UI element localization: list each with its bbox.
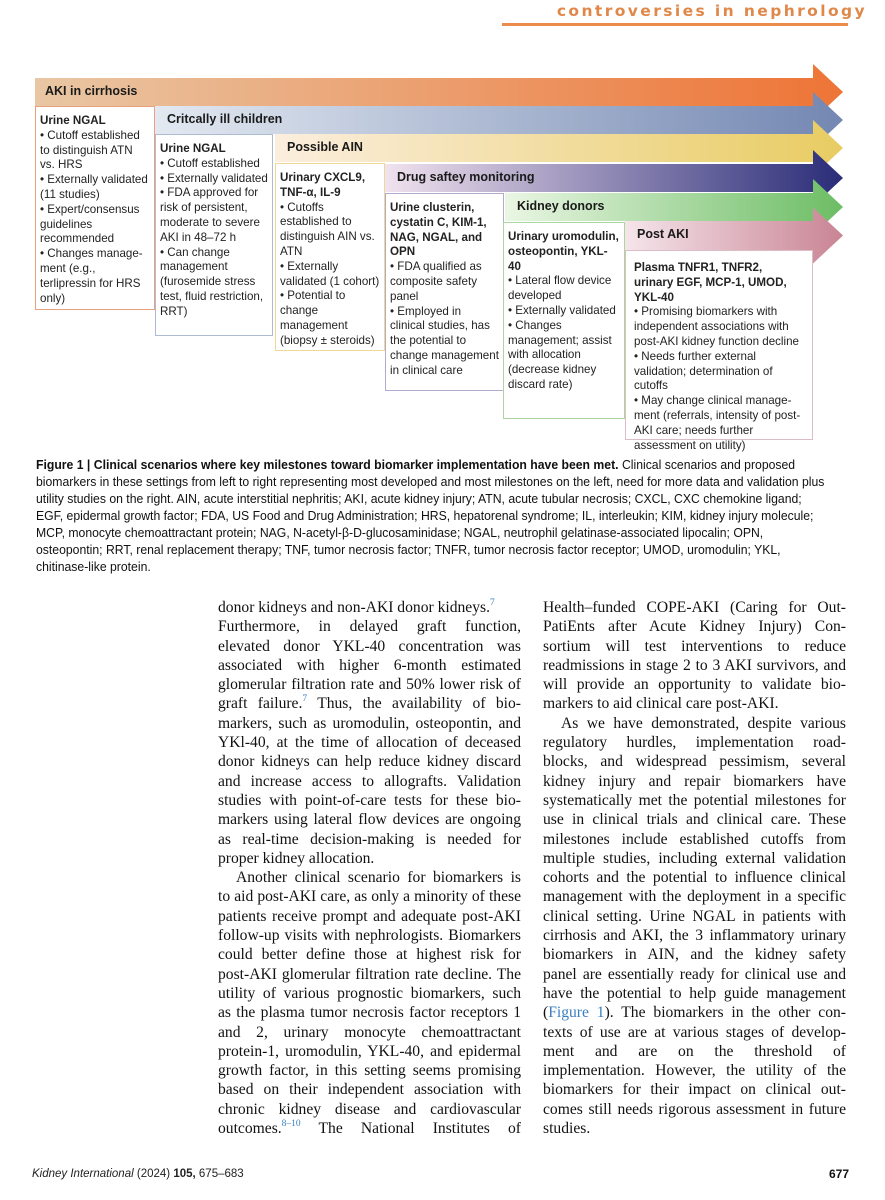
text-line: PatiEnts after Acute Kidney Injury) Con- [543, 618, 846, 636]
text-line: patients receive prompt and adequate post-AKI [218, 907, 521, 925]
caption-text: Clinical scenarios and proposed biomarkers in these settings from left to right representing most developed and most milestones on the left, need for more data and validation plus utility studies on the right. AIN, acute interstitial nephritis; AKI, acute kidney injury; ATN, acute tubular necrosis; CXCL, CXC chemokine ligand; EGF, epidermal growth factor; FDA, US Food and Drug Administration; HRS, hepatorenal syndrome; IL, interleukin; KIM, kidney injury molecule; MCP, monocyte chemoattractant protein; NAG, N-acetyl-β-D-glucosaminidase; NGAL, neutrophil gelatinase-associated lipocalin; OPN, osteopontin; RRT, renal replacement therapy; TNF, tumor necrosis factor; TNFR, tumor necrosis factor receptor; UMOD, uromodulin; YKL, chitinase-like protein. [36, 458, 825, 574]
biomarker-title: Urinary CXCL9, TNF-α, IL-9 [280, 171, 366, 199]
text-line: As we have demonstrated, despite various [561, 714, 846, 732]
text-line: glomerular filtration rate and 50% lower risk of [218, 676, 521, 694]
scenario-label: Post AKI [637, 227, 689, 241]
text-line: Furthermore, in delayed graft function, [218, 618, 521, 636]
text-line: cohorts and the potential to influence clinical [543, 869, 846, 887]
text-line: blocks, and widespread pessimism, several [543, 753, 846, 771]
milestone-bullet: • Expert/consensus guidelines recommended [40, 202, 140, 246]
milestone-bullet: • Potential to change management (biopsy ± steroids) [280, 289, 375, 347]
text-line: readmissions in stage 2 to 3 AKI survivors, and [543, 656, 846, 674]
page-number: 677 [828, 1167, 849, 1181]
journal-year: (2024) [136, 1168, 171, 1180]
figure-link[interactable]: Figure 1 [548, 1004, 605, 1022]
text-line: (Figure 1). The biomarkers in the other con- [543, 1004, 846, 1022]
biomarker-title: Urine NGAL [160, 142, 226, 155]
text-line: texts of use are at various stages of develop- [543, 1023, 846, 1041]
biomarker-box [35, 106, 155, 310]
reference-link[interactable]: 8–10 [281, 1119, 301, 1130]
text-line: sortium will test interventions to reduce [543, 637, 846, 655]
text-line: comes still needs rigorous assessment in future [543, 1100, 846, 1118]
text-line: will provide an opportunity to validate bio- [543, 676, 846, 694]
text-line: proper kidney allocation. [218, 849, 375, 867]
scenario-label: Drug saftey monitoring [397, 170, 535, 184]
biomarker-box [385, 193, 504, 391]
text-line: protein-1, uromodulin, YKL-40, and epidermal [218, 1042, 521, 1060]
milestone-bullet: • Promising biomarkers with independent associations with post-AKI kidney function decline [634, 305, 799, 348]
text-line: regulatory hurdles, implementation road- [543, 734, 846, 752]
text-line: graft failure.$^7$ Thus, the availability of bio- [218, 694, 521, 713]
text-line: follow-up visits with nephrologists. Biomarkers [218, 927, 521, 945]
milestone-bullet: • Can change management (furosemide stress test, fluid restriction, RRT) [160, 245, 264, 318]
milestone-bullet: • Needs further external validation; determination of cutoffs [634, 349, 773, 393]
text-line: to aid post-AKI care, as only a minority of these [218, 888, 521, 906]
text-line: management with the deployment in a specific [543, 888, 846, 906]
caption-label: Figure 1 [36, 458, 84, 472]
text-line: based on their independent association with [218, 1081, 521, 1099]
milestone-bullet: • FDA qualified as composite safety panel [390, 260, 482, 303]
text-line: studies. [543, 1120, 591, 1138]
text-line: have the potential to help guide management [543, 984, 846, 1002]
scenario-label: Kidney donors [517, 199, 605, 213]
text-line: multiple studies, including external validation [543, 849, 846, 867]
milestone-bullet: • Cutoff established [160, 156, 260, 170]
milestone-bullet: • Externally validated (11 studies) [40, 173, 148, 201]
text-line: utility of various prognostic biomarkers, such [218, 984, 521, 1002]
text-line: growth factor, in this setting seems promising [218, 1062, 521, 1080]
text-line: could better define those at highest risk for [218, 946, 521, 964]
milestone-bullet: • Cutoffs established to distinguish AIN vs. ATN [280, 200, 375, 258]
text-line: Health–funded COPE-AKI (Caring for Out- [543, 599, 846, 616]
biomarker-title: Plasma TNFR1, TNFR2, urinary EGF, MCP-1, UMOD, YKL-40 [634, 261, 787, 304]
milestone-bullet: • Externally validated [508, 303, 616, 317]
body-column-left [218, 598, 521, 1138]
text-line: YKl-40, at the time of allocation of deceased [218, 734, 521, 752]
text-line: use in clinical trials and clinical care. These [543, 811, 846, 829]
text-line: studies with point-of-care tests for these bio- [218, 791, 521, 809]
text-line: implementation. However, the utility of the [543, 1062, 846, 1080]
text-line: panel are essentially ready for clinical use and [543, 965, 846, 983]
text-line: as real-time decision-making is needed for [218, 830, 521, 848]
text-line: biomarkers in AIN, and the kidney safety [543, 946, 846, 964]
body-column-right [543, 598, 846, 1138]
text-line: chronic kidney disease and cardiovascular [218, 1100, 521, 1118]
text-line: markers, such as uromodulin, osteopontin, and [218, 714, 521, 732]
biomarker-title: Urine clusterin, cystatin C, KIM-1, NAG, NGAL, and OPN [390, 201, 487, 259]
text-line: and increase access to allografts. Validation [218, 772, 521, 790]
reference-link[interactable]: 7 [302, 694, 308, 705]
text-line: elevated donor YKL-40 concentration was [218, 637, 521, 655]
journal-pages: 675–683 [198, 1168, 244, 1180]
biomarker-title: Urine NGAL [40, 114, 106, 127]
journal-name: Kidney International [32, 1168, 134, 1180]
biomarker-box [625, 250, 813, 452]
text-line: kidney injury and repair biomarkers have [543, 772, 846, 790]
milestone-bullet: • FDA approved for risk of persistent, moderate to severe AKI in 48–72 h [160, 186, 260, 244]
text-line: donor kidneys can help reduce kidney discard [218, 753, 521, 771]
text-line: markers to aid clinical care post-AKI. [543, 695, 779, 713]
text-line: biomarkers for their impact on clinical out- [543, 1081, 846, 1099]
text-line: associated with higher 6-month estimated [218, 656, 521, 674]
scenario-label: AKI in cirrhosis [45, 84, 138, 98]
text-line: ment and are on the threshold of [543, 1042, 846, 1060]
milestone-bullet: • Employed in clinical studies, has the potential to change management in clinical care [390, 304, 499, 377]
text-line: systematically met the potential milestones for [543, 791, 846, 809]
text-line: cirrhosis and AKI, the 3 inflammatory urinary [543, 927, 846, 945]
text-line: markers using lateral flow devices are ongoing [218, 811, 521, 829]
text-line: post-AKI glomerular filtration rate decline. The [218, 965, 521, 983]
text-line: clinical setting. Urine NGAL in patients with [543, 907, 846, 925]
biomarker-box [155, 134, 273, 336]
biomarker-title: Urinary uromodulin, osteopontin, YKL-40 [508, 230, 619, 273]
milestone-bullet: • May change clinical manage-ment (referrals, intensity of post-AKI care; needs further assessment on utility) [634, 394, 801, 452]
milestone-bullet: • Externally validated [160, 171, 268, 185]
milestone-bullet: • Changes manage-ment (e.g., terlipressin for HRS only) [40, 247, 143, 305]
milestone-bullet: • Lateral flow device developed [508, 274, 612, 303]
milestone-bullet: • Externally validated (1 cohort) [280, 259, 380, 288]
footer-citation [32, 1168, 244, 1180]
biomarker-box [275, 163, 385, 351]
text-line: outcomes.$^{8-10}$ The National Institutes of [218, 1119, 521, 1138]
journal-volume: 105, [173, 1168, 196, 1180]
figure-caption: Figure 1 | Clinical scenarios where key milestones toward biomarker implementation have been met. Clinical scenarios and proposed biomarkers in these settings from left to right representing most developed and most milestones on the left, need for more data and validation plus utility studies on the right. AIN, acute interstitial nephritis; AKI, acute kidney injury; ATN, acute tubular necrosis; CXCL, CXC chemokine ligand; EGF, epidermal growth factor; FDA, US Food and Drug Administration; HRS, hepatorenal syndrome; IL, interleukin; KIM, kidney injury molecule; MCP, monocyte chemoattractant protein; NAG, N-acetyl-β-D-glucosaminidase; NGAL, neutrophil gelatinase-associated lipocalin; OPN, osteopontin; RRT, renal replacement therapy; TNF, tumor necrosis factor; TNFR, tumor necrosis factor receptor; UMOD, uromodulin; YKL, chitinase-like protein. [36, 458, 825, 574]
scenario-label: Critcally ill children [167, 112, 283, 126]
biomarker-box [503, 222, 625, 419]
text-line: as the plasma tumor necrosis factor receptors 1 [218, 1004, 521, 1022]
text-line: donor kidneys and non-AKI donor kidneys.$^7$ [218, 598, 495, 616]
text-line: milestones include established cutoffs from [543, 830, 846, 848]
scenario-label: Possible AIN [287, 140, 363, 154]
milestone-bullet: • Changes management; assist with allocation (decrease kidney discard rate) [508, 318, 612, 391]
reference-link[interactable]: 7 [490, 598, 495, 608]
text-line: Another clinical scenario for biomarkers is [236, 869, 521, 887]
text-line: and 2, urinary monocyte chemoattractant [218, 1023, 521, 1041]
milestone-bullet: • Cutoff established to distinguish ATN vs. HRS [40, 128, 140, 172]
caption-title: Clinical scenarios where key milestones toward biomarker implementation have been met. [93, 458, 619, 472]
running-title: controversies in nephrology [556, 2, 867, 20]
